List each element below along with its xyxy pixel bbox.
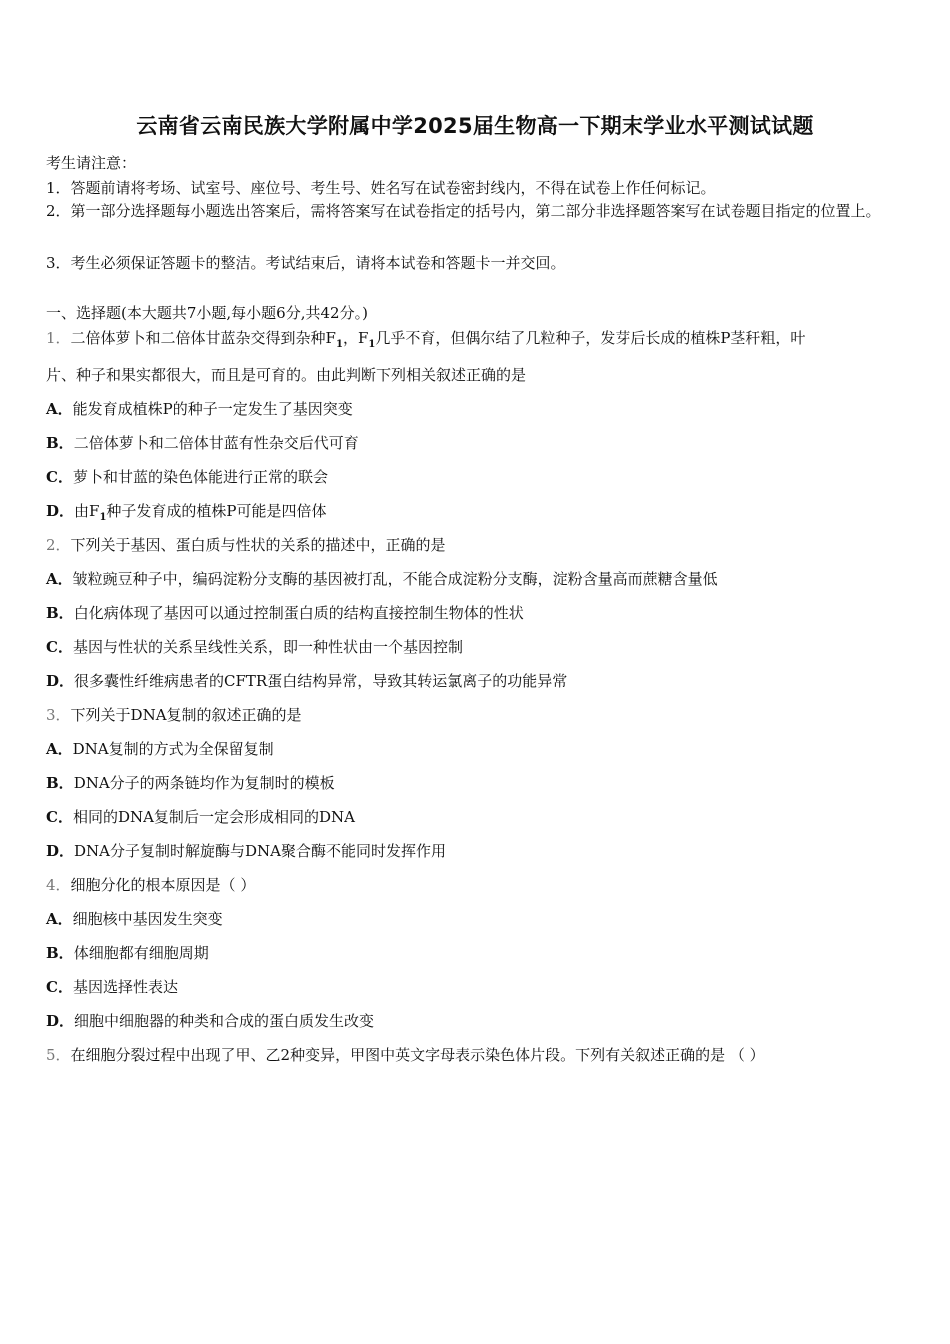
notice-item-3: 3．考生必须保证答题卡的整洁。考试结束后，请将本试卷和答题卡一并交回。 bbox=[46, 254, 566, 272]
option-2d: D．很多囊性纤维病患者的CFTR蛋白结构异常，导致其转运氯离子的功能异常 bbox=[46, 672, 568, 690]
option-4b: B．体细胞都有细胞周期 bbox=[46, 944, 209, 962]
question-3: 3．下列关于DNA复制的叙述正确的是 bbox=[46, 706, 302, 724]
option-4c: C．基因选择性表达 bbox=[46, 978, 178, 996]
notice-heading: 考生请注意： bbox=[46, 154, 137, 172]
option-2c: C．基因与性状的关系呈线性关系，即一种性状由一个基因控制 bbox=[46, 638, 463, 656]
option-1b: B．二倍体萝卜和二倍体甘蓝有性杂交后代可育 bbox=[46, 434, 359, 452]
option-4d: D．细胞中细胞器的种类和合成的蛋白质发生改变 bbox=[46, 1012, 375, 1030]
question-2: 2．下列关于基因、蛋白质与性状的关系的描述中，正确的是 bbox=[46, 536, 446, 554]
section-heading: 一、选择题(本大题共7小题,每小题6分,共42分。) bbox=[46, 304, 368, 322]
option-3d: D．DNA分子复制时解旋酶与DNA聚合酶不能同时发挥作用 bbox=[46, 842, 446, 860]
notice-item-1: 1．答题前请将考场、试室号、座位号、考生号、姓名写在试卷密封线内，不得在试卷上作任何标记。 bbox=[46, 179, 716, 197]
option-1a: A．能发育成植株P的种子一定发生了基因突变 bbox=[46, 400, 353, 418]
question-1-line2: 片、种子和果实都很大，而且是可育的。由此判断下列相关叙述正确的是 bbox=[46, 366, 527, 384]
option-2a: A．皱粒豌豆种子中，编码淀粉分支酶的基因被打乱，不能合成淀粉分支酶，淀粉含量高而蔗糖含量低 bbox=[46, 570, 718, 588]
question-4: 4．细胞分化的根本原因是（ ） bbox=[46, 876, 256, 894]
option-2b: B．白化病体现了基因可以通过控制蛋白质的结构直接控制生物体的性状 bbox=[46, 604, 524, 622]
question-5: 5．在细胞分裂过程中出现了甲、乙2种变异，甲图中英文字母表示染色体片段。下列有关叙述正确的是 （ ） bbox=[46, 1046, 765, 1064]
option-3a: A．DNA复制的方式为全保留复制 bbox=[46, 740, 274, 758]
page-title: 云南省云南民族大学附属中学2025届生物高一下期末学业水平测试试题 bbox=[136, 114, 814, 138]
option-4a: A．细胞核中基因发生突变 bbox=[46, 910, 223, 928]
option-1d: D．由$F_1$种子发育成的植株P可能是四倍体 bbox=[46, 502, 327, 523]
question-1: 1．二倍体萝卜和二倍体甘蓝杂交得到杂种$F_1$，$F_1$几乎不育，但偶尔结了几粒种子，发芽后长成的植株P茎秆粗，叶 bbox=[46, 329, 806, 350]
option-3b: B．DNA分子的两条链均作为复制时的模板 bbox=[46, 774, 335, 792]
option-3c: C．相同的DNA复制后一定会形成相同的DNA bbox=[46, 808, 355, 826]
notice-item-2: 2．第一部分选择题每小题选出答案后，需将答案写在试卷指定的括号内，第二部分非选择题答案写在试卷题目指定的位置上。 bbox=[46, 202, 881, 220]
question-number: 1． bbox=[46, 329, 71, 347]
option-1c: C．萝卜和甘蓝的染色体能进行正常的联会 bbox=[46, 468, 328, 486]
